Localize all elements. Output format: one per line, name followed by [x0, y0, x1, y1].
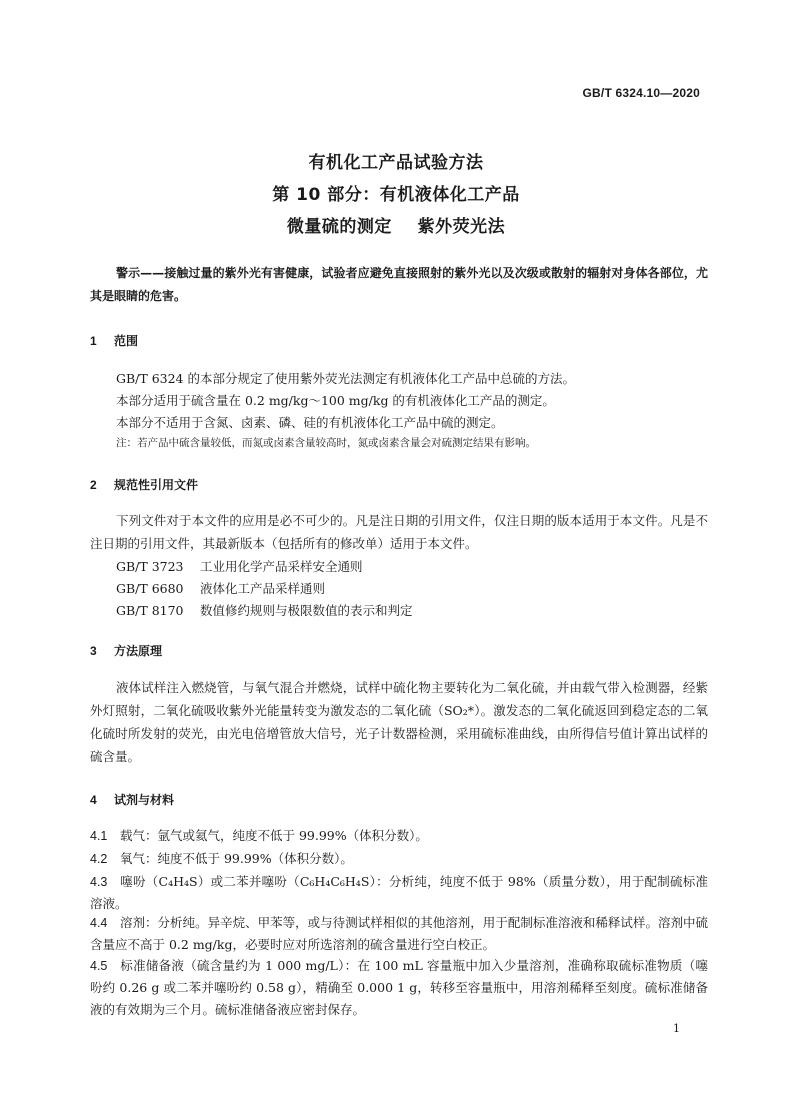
reagent-text: 溶剂：分析纯。异辛烷、甲苯等，或与待测试样相似的其他溶剂，用于配制标准溶液和稀释试样。溶剂中硫含量应不高于 0.2 mg/kg，必要时应对所选溶剂的硫含量进行空白校正。 [90, 915, 708, 952]
reagent-item [90, 825, 708, 847]
reference-title: 工业用化学产品采样安全通则 [200, 559, 363, 574]
normative-intro: 下列文件对于本文件的应用是必不可少的。凡是注日期的引用文件，仅注日期的版本适用于本文件。凡是不注日期的引用文件，其最新版本（包括所有的修改单）适用于本文件。 [90, 513, 708, 551]
scope-line-1: GB/T 6324 的本部分规定了使用紫外荧光法测定有机液体化工产品中总硫的方法。 [116, 371, 575, 386]
reference-title: 数值修约规则与极限数值的表示和判定 [200, 603, 413, 618]
page-number: 1 [673, 1022, 680, 1035]
reference-code: GB/T 8170 [116, 603, 184, 618]
reagent-text: 噻吩（C₄H₄S）或二苯并噻吩（C₆H₄C₆H₄S）：分析纯，纯度不低于 98%（质量分数），用于配制硫标准溶液。 [90, 874, 708, 911]
scope-note: 注：若产品中硫含量较低，而氮或卤素含量较高时，氮或卤素含量会对硫测定结果有影响。 [116, 437, 536, 449]
reagent-text: 标准储备液（硫含量约为 1 000 mg/L）：在 100 mL 容量瓶中加入少量溶剂，准确称取硫标准物质（噻吩约 0.26 g 或二苯并噻吩约 0.58 g），精确至 0.000 1 g，转移至容量瓶中，用溶剂稀释至刻度。硫标准储备液的有效期为三个月。硫标准储备液应密封保存。 [90, 958, 708, 1017]
title-line-1: 有机化工产品试验方法 [308, 153, 484, 173]
reagent-item [90, 955, 708, 1021]
reagent-number: 4.4 [90, 916, 108, 930]
section-title: 范围 [114, 334, 139, 348]
reference-item [116, 601, 413, 619]
reagent-number: 4.1 [90, 829, 108, 843]
section-2-heading [90, 476, 198, 493]
reference-title: 液体化工产品采样通则 [200, 581, 326, 596]
warning-paragraph: 警示——接触过量的紫外光有害健康，试验者应避免直接照射的紫外光以及次级或散射的辐射对身体各部位，尤其是眼睛的危害。 [90, 266, 708, 303]
title-line-2: 第 10 部分：有机液体化工产品 [272, 185, 520, 205]
section-title: 规范性引用文件 [114, 478, 199, 492]
section-3-heading [90, 642, 162, 659]
reagent-item [90, 912, 708, 956]
standard-code: GB/T 6324.10—2020 [582, 86, 700, 100]
scope-line-2: 本部分适用于硫含量在 0.2 mg/kg～100 mg/kg 的有机液体化工产品的测定。 [116, 393, 555, 408]
section-4-heading [90, 791, 174, 808]
reagent-number: 4.3 [90, 875, 108, 889]
reference-item [116, 579, 325, 597]
section-number: 2 [90, 478, 97, 492]
reagent-number: 4.5 [90, 959, 108, 973]
principle-paragraph: 液体试样注入燃烧管，与氧气混合并燃烧，试样中硫化物主要转化为二氧化硫，并由载气带入检测器，经紫外灯照射，二氧化硫吸收紫外光能量转变为激发态的二氧化硫（SO₂*）。激发态的二氧化硫返回到稳定态的二氧化硫时所发射的荧光，由光电倍增管放大信号，光子计数器检测，采用硫标准曲线，由所得信号值计算出试样的硫含量。 [90, 680, 708, 764]
reagent-number: 4.2 [90, 852, 108, 866]
scope-line-3: 本部分不适用于含氮、卤素、磷、硅的有机液体化工产品中硫的测定。 [116, 415, 504, 430]
section-number: 1 [90, 334, 97, 348]
reference-code: GB/T 3723 [116, 559, 184, 574]
reagent-text: 氧气：纯度不低于 99.99%（体积分数）。 [120, 851, 353, 866]
reference-item [116, 557, 363, 575]
section-title: 方法原理 [114, 644, 163, 658]
reagent-text: 载气：氩气或氦气，纯度不低于 99.99%（体积分数）。 [120, 828, 428, 843]
reference-code: GB/T 6680 [116, 581, 184, 596]
reagent-item [90, 848, 708, 870]
reagent-item [90, 871, 708, 915]
title-line-3: 微量硫的测定 紫外荧光法 [286, 217, 506, 237]
section-title: 试剂与材料 [114, 793, 175, 807]
section-1-heading [90, 332, 138, 349]
section-number: 3 [90, 644, 97, 658]
section-number: 4 [90, 793, 97, 807]
